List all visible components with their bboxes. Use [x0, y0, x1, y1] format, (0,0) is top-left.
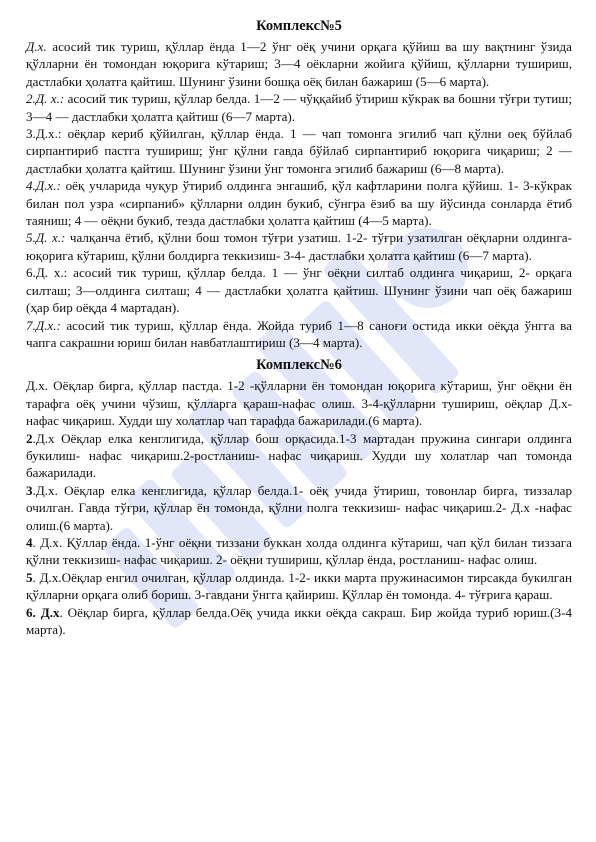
exercise-text: асосий тик туриш, қўллар ёнда 1—2 ўнг оёқ учини орқага қўйиш ва шу вақтнинг ўзида қўлларни ён томондан юқорига кўтариш; 3—4 оёкларни жойига қўйиш, қўлларни тушириш, дастлабки ҳолатга қайтиш. Шунинг ўзини бошқа оёқ билан бажариш (5—6 марта).	[26, 39, 572, 89]
exercise-paragraph	[26, 604, 572, 639]
exercise-lead: 7.Д.х.:	[26, 317, 61, 333]
exercise-text: оёқ учларида чуқур ўтириб олдинга энгашиб, қўл кафтларини полга қўйиш. 1- 3-кўкрак билан пол узра «сирпаниб» қўлларни олдин букиб, сўнгра ёзиб ва шу йўсинда сонларда ётиб таяниш; 4 — оёқни букиб, тезда дастлабки ҳолатга қайтиш (4—5 марта).	[26, 178, 572, 229]
complex-5-exercises	[26, 38, 572, 351]
exercise-paragraph	[26, 264, 572, 316]
exercise-paragraph	[26, 125, 572, 177]
exercise-paragraph	[26, 430, 572, 482]
exercise-text: чалқанча ётиб, қўлни бош томон тўғри узатиш. 1-2- тўғри узатилган оёқларни олдинга-юқорига кўтариш, қўлни болдирга теккизиш- 3-4- дастлабки ҳолатга қайтиш (6—7 марта).	[26, 230, 572, 263]
exercise-lead: 5.Д. х.:	[26, 230, 66, 246]
exercise-number: 6. Д.х	[26, 604, 60, 620]
exercise-number: 4	[26, 534, 33, 550]
section-title-complex-5: Комплекс№5	[256, 18, 342, 34]
exercise-paragraph	[26, 534, 572, 569]
exercise-paragraph	[26, 569, 572, 604]
complex-6-exercises	[26, 377, 572, 638]
exercise-number: 2	[26, 430, 33, 446]
exercise-text: .Д.х. Оёқлар елка кенглигида, қўллар белда.1- оёқ учида ўтириш, товонлар бирга, тиззалар очилган. Гавда тўғри, қўллар ён томонда, қўлни полга теккизиш- нафас чиқариш.2- Д.х -нафас олиш.(6 марта).	[26, 482, 572, 533]
exercise-text: 6.Д. х.: асосий тик туриш, қўллар белда. 1 — ўнг оёқни силтаб олдинга чиқариш, 2- орқага силташ; 3—олдинга силташ; 4 — дастлабки ҳолатга қайтиш. Шунинг ўзини чап оёқ бажариш (ҳар бир оёқда 4 мартадан).	[26, 265, 572, 316]
exercise-text: 3.Д.х.: оёқлар кериб қўйилган, қўллар ёнда. 1 — чап томонга эгилиб чап қўлни оеқ бўйлаб сирпантириб пастга тушириш; ўнг қўлни гавда бўйлаб сирпантириб юқорига чиқариш; 2 — дастлабки ҳолатга қайтиш. Шунинг ўзини ўнг томонга эгилиб бажариш (6—8 марта).	[26, 126, 572, 176]
exercise-number: 5	[26, 569, 33, 585]
exercise-paragraph	[26, 38, 572, 90]
exercise-text: Д.х. Оёқлар бирга, қўллар пастда. 1-2 -қўлларни ён томондан юқорига кўтариш, ўнг оёқни ён тарафга оёқ учини чўзиш, қўлларга қараш-нафас олиш. 3-4-қўлларни тушириш, оёқлар Д.х-нафас чиқариш. Худди шу холатлар чап тарафда бажарилади.(6 марта).	[26, 378, 572, 429]
exercise-paragraph	[26, 482, 572, 534]
exercise-text: . Д.х. Қўллар ёнда. 1-ўнг оёқни тиззани буккан холда олдинга кўтариш, чап қўл билан тиззага қўлни теккизиш- нафас чиқариш. 2- оёқни тушириш, қўллар ёнда, ростланиш- нафас олиш.	[26, 534, 572, 568]
exercise-lead: 2.Д. х.:	[26, 91, 65, 107]
exercise-text: асосий тик туриш, қўллар белда. 1—2 — чўққайиб ўтириш кўкрак ва бошни тўғри тутиш; 3—4 — дастлабки ҳолатга қайтиш (6—7 марта).	[26, 91, 572, 124]
exercise-text: асосий тик туриш, қўллар ёнда. Жойда туриб 1—8 саноғи остида икки оёқда ўнгга ва чапга сакрашни юриш билан навбатлаштириш (3—4 марта).	[26, 317, 572, 350]
document-page	[26, 12, 572, 638]
exercise-paragraph	[26, 90, 572, 125]
exercise-paragraph	[26, 229, 572, 264]
exercise-text: . Д.х.Оёқлар енгил очилган, қўллар олдинда. 1-2- икки марта пружинасимон тирсакда букилган қўлларни орқага олиб бориш. 3-гавдани ўнгга қайириш. Қўллар ён томонда. 4- тўғрига қараш.	[26, 569, 572, 603]
exercise-text: . Оёқлар бирга, қўллар белда.Оёқ учида икки оёқда сакраш. Бир жойда туриб юриш.(3-4 марта).	[26, 604, 572, 637]
exercise-lead: Д.х.	[26, 39, 47, 54]
exercise-lead: 4.Д.х.:	[26, 178, 61, 194]
exercise-paragraph	[26, 317, 572, 352]
section-title-complex-6: Комплекс№6	[256, 357, 342, 374]
exercise-number: 3	[26, 482, 33, 498]
exercise-text: .Д.х Оёқлар елка кенглигида, қўллар бош орқасида.1-3 мартадан пружина сингари олдинга букилиш- нафас чиқариш.2-ростланиш- нафас чиқариш. Худди шу холатлар чап томонда бажарилади.	[26, 430, 572, 481]
exercise-paragraph	[26, 177, 572, 229]
exercise-paragraph	[26, 377, 572, 429]
